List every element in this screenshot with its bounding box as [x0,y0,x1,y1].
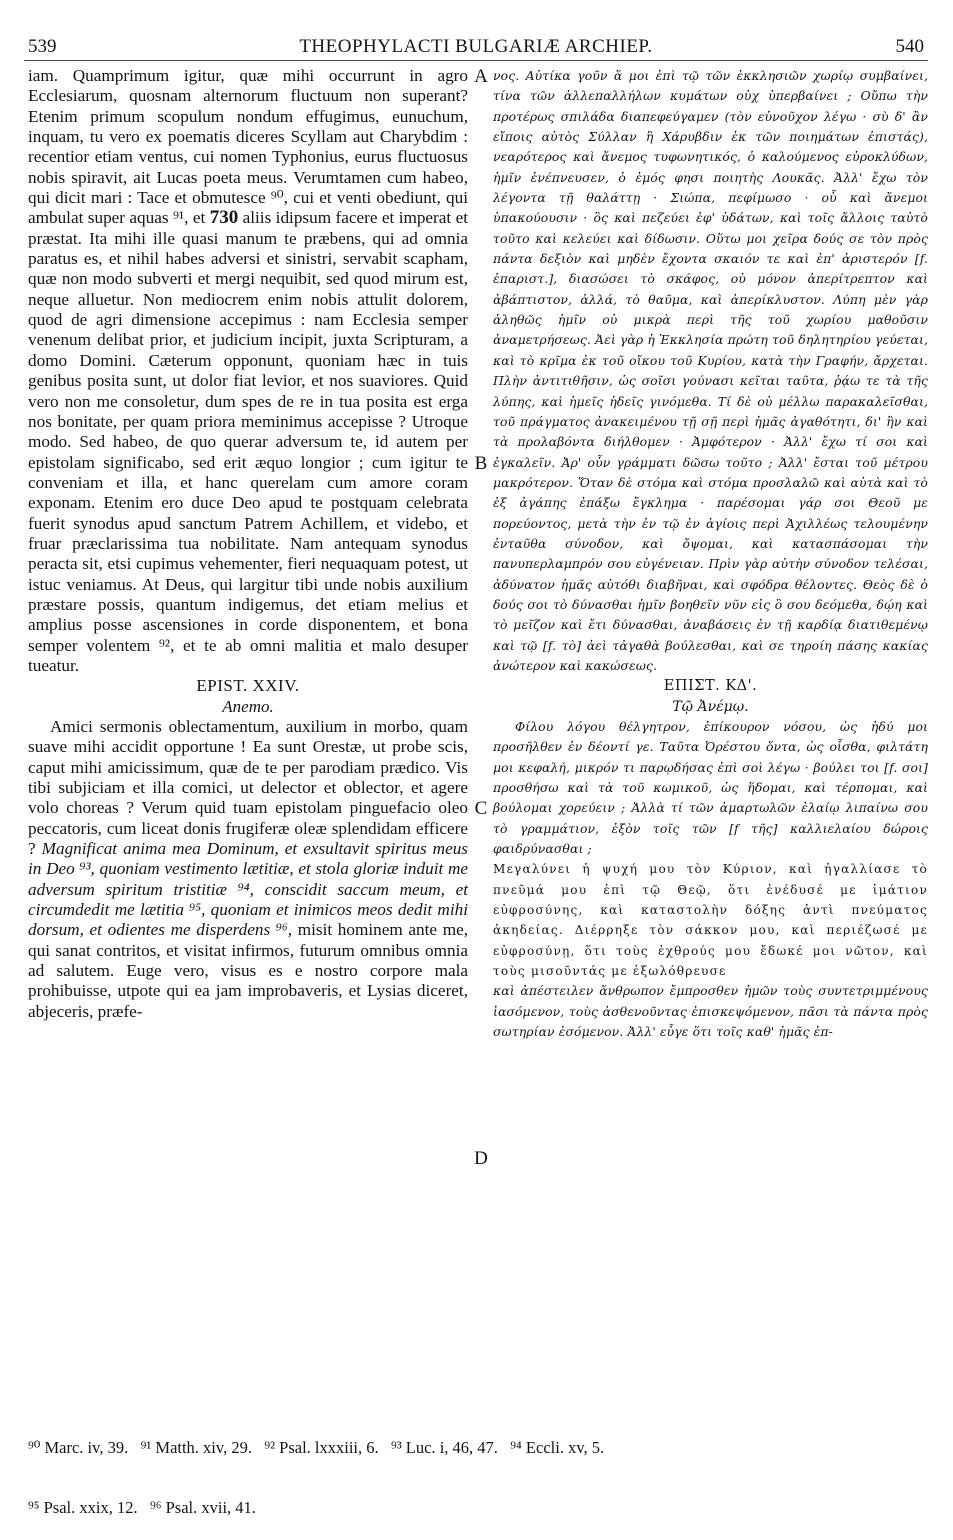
section-marker-b: B [474,453,488,474]
page-header [24,30,928,61]
greek-column [493,66,928,1043]
section-marker-d: D [474,1148,488,1169]
greek-paragraph-1: νος. Αὐτίκα γοῦν ἅ μοι ἐπὶ τῷ τῶν ἐκκλησιῶν χωρίῳ συμβαίνει, τίνα τῶν ἀλλεπαλλήλων κυμάτων οὐχ ὑπερβαίνει ; Οὔπω τὴν προτέρως σπιλάδα διαπεφεύγαμεν (τὸν εὐνοῦχον λέγω · σὺ δ' ἂν εἴποις αὐτὸς Σύλλαν ἢ Χάρυβδιν ἐκ τῶν ποιημάτων ἐπιστάς), νεαρότερος καὶ ἄνεμος τυφωνητικός, ὁ καλούμενος εὐροκλύδων, ἡμῖν ἐνέπνευσεν, ὁ ἐμός φησι ποιητὴς Λουκᾶς. Ἀλλ' ἔχω τὸν λέγοντα τῇ θαλάττῃ · Σιώπα, πεφίμωσο · οὗ καὶ ἄνεμοι ὑπακούουσιν · ὃς καὶ πεζεύει ἐφ' ὑδάτων, καὶ τοῖς ἄλλοις ταὐτὸ τοῦτο καὶ κελεύει καὶ δίδωσιν. Οὕτω μοι χεῖρα δούς σε τὸν πρὸς πάντα δεξιὸν καὶ μηδὲν ἔχοντα σκαιόν τε καὶ ἐπ' ἀριστερόν [f. ἐπαριστ.], διασώσει τὸ σκάφος, οὐ μόνον ἀπερίτρεπτον καὶ ἀβάπτιστον, ἀλλά, τὸ θαῦμα, καὶ ἀπερίκλυστον. Λύπη μὲν γὰρ ἀληθῶς ἡμῖν οὐ μικρὰ περὶ τῆς τοῦ χωρίου μαθοῦσιν ἀναμετρήσεως. Ἀεὶ γὰρ ἡ Ἐκκλησία πρώτη τοῦ δηλητηρίου γεύεται, καὶ τὸ κρῖμα ἐκ τοῦ οἴκου τοῦ Κυρίου, κατὰ τὴν Γραφήν, ἄρχεται. Πλὴν ἀντιτιθῆσιν, ὡς σοῖσι γούνασι κεῖται ταῦτα, ῥᾴω τε τὰ τῆς λύπης, καὶ ἡμεῖς ἡδεῖς γινόμεθα. Τί δὲ οὐ μέλλω παρακαλεῖσθαι, τοῦ πράγματος ἀνακειμένου τῇ σῇ περὶ ἡμᾶς ἀγαθότητι, δι' ἣν καὶ τὰ προλαβόντα διήλθομεν · Ἀμφότερον · Ἀλλ' ἔχω τί σοι καὶ ἐγκαλεῖν. Ἀρ' οὖν γράμματι δῶσω τοῦτο ; Ἀλλ' ἔσται τοῦ μέτρου μακρότερον. Ὅταν δὲ στόμα καὶ στόμα προσλαλῶ καὶ αὐτὰ καὶ τὸ ἐξ ἀγάπης ἐπάξω ἔγκλημα · παρέσομαι γάρ σοι Θεοῦ με πορεύοντος, μετὰ τὴν ἐν τῷ ἐν ἁγίοις περὶ Ἀχιλλέως τελουμένην ἐνταῦθα σύνοδον, καὶ ὄψομαι, καὶ κατασπάσομαι τὴν πανυπερλαμπρόν σου εὐγένειαν. Πρὶν γὰρ αὐτὴν σύνοδον τελέσαι, ἀδύνατον ἡμᾶς αὐτόθι διαβῆναι, καὶ σφόδρα θέλοντες. Θεὸς δὲ ὁ δούς σοι τὸ δύνασθαι ἡμῖν βοηθεῖν νῦν εἰς ὃ σου δεόμεθα, δῴη καὶ τὸ μεῖζον καὶ ἔτι δύνασθαι, ἀναβάσεις ἐν τῇ καρδίᾳ διατιθεμένῳ καὶ τῷ [f. τὸ] ἀεὶ τἀγαθὰ βούλεσθαι, καὶ σε τηροίη πάσης κακίας ἀνώτερον καὶ κακώσεως. [493,68,928,673]
section-marker-c: C [474,798,488,819]
running-title: THEOPHYLACTI BULGARIÆ ARCHIEP. [299,36,653,57]
column-number: 730 [209,207,239,229]
greek-epistle-recipient: Τῷ Ἀνέμῳ. [672,698,749,715]
latin-epistle-recipient: Anemo. [222,696,274,716]
footnotes [28,1398,928,1538]
latin-text: Amici sermonis oblectamentum, auxilium in morbo, quam suave mihi accidit opportune ! Ea sunt Orestæ, ut probe scis, caput mihi amicissimum, quæ de te per parodiam prædico. Vis tibi subjiciam et illa comici, ut delector et oblector, et agere volo choreas ? Verum quid tuam epistolam pinguefacio oleo peccatoris, cum liceat donis frugiferæ oleæ splendidam efficere ? [28,717,468,859]
latin-paragraph-2 [28,717,468,1022]
latin-text: iam. Quamprimum igitur, quæ mihi occurrunt in agro Ecclesiarum, quosnam alternorum fluctuum non superant? Etenim primum scopulum nondum effugimus, eunuchum, inquam, tu vero ex poematis diceres Scyllam aut Charybdim : recentior etiam ventus, cui nomen Typhonius, eurus fluctuosus nobis spiravit, ait Lucas poeta meus. Verumtamen cum habeo, qui dicit mari : Tace et obmutesce ⁹⁰, cui et venti obediunt, qui ambulat super aquas ⁹¹, et [28,66,468,228]
latin-column [28,66,468,1022]
section-marker-a: A [474,66,488,87]
latin-text: aliis idipsum facere et imperat et præstat. Ita mihi ille quasi manum te præbens, qui ad omnia paratus es, et nihil habes adversi et sinistri, servabit scapham, quæ non modo subverti et mergi nequibit, sed quod mirum est, neque alluetur. Non mediocrem enim nobis attulit dolorem, quod de agri dimensione accepimus : nam Ecclesia semper venenum delibat prior, et judicium incipit, juxta Scripturam, a domo Domini. Cæterum opponunt, quoniam hæc in tuis genibus posita sunt, ut dolor fiat levior, et nos suaviores. Quid vero non me consoletur, dum spes de re in tua posita est erga nos bonitate, per quam priora meminimus accepisse ? Utroque modo. Sed habeo, de quo querar adversum te, id autem per epistolam significabo, sed erit æquo longior ; cum igitur te conveniam et illa, et hanc querelam cum amore coram exponam. Etenim ero duce Deo apud te postquam celebrata fuerit synodus apud sanctum Patrem Achillem, et videbo, et fruar præclarissima tua nobilitate. Nam antequam synodus peracta sit, etsi cupimus vehementer, fieri nequaquam potest, ut istuc veniamus. At Deus, qui largitur tibi unde nobis auxilium præstare possis, quantum indigemus, det etiam melius et amplius posse ascensiones in corde disponentem, et bona semper volentem ⁹², et te ab omni malitia et malo desuper tueatur. [28,208,469,675]
latin-text: misit hominem ante me, qui sanat contritos, et visitat infirmos, futurum omnibus omnia ad salutem. Euge vero, visus es e nostro corpore mala prohibuisse, utpote qui ea jam improbaveris, et Lysias diceret, abjeceris, præfe- [28,920,469,1021]
page-number-right: 540 [895,36,924,57]
greek-psalm-quote: Μεγαλύνει ἡ ψυχή μου τὸν Κύριον, καὶ ἠγαλλίασε τὸ πνεῦμά μου ἐπὶ τῷ Θεῷ, ὅτι ἐνέδυσέ με ἱμάτιον εὐφροσύνης, καὶ καταστολὴν δόξης ἀντὶ πνεύματος ἀκηδείας. Διέρρηξε τὸν σάκκον μου, καὶ περιέζωσέ με εὐφροσύνῃ, ὅτι τοὺς ἐχθρούς μου ἔδωκέ μοι νῶτον, καὶ τοὺς μισοῦντάς με ἐξωλόθρευσε [493,862,928,979]
greek-paragraph-2-end: καὶ ἀπέστειλεν ἄνθρωπον ἔμπροσθεν ἡμῶν τοὺς συντετριμμένους ἰασόμενον, τοὺς ἀσθενοῦντας ἐπισκεψόμενον, πᾶσι τὰ πάντα πρὸς σωτηρίαν ἐσόμενον. Ἀλλ' εὖγε ὅτι τοῖς καθ' ἡμᾶς ἐπ- [493,983,928,1040]
greek-paragraph-2: Φίλου λόγου θέλγητρον, ἐπίκουρον νόσου, ὡς ἡδύ μοι προσῆλθεν ἐν δέοντί γε. Ταῦτα Ὀρέστου ὄντα, ὡς οἶσθα, φιλτάτη μοι κεφαλή, μικρόν τι παρῳδήσας ἐπὶ σοὶ λέγω · βούλει τοι [f. σοι] προσθήσω καὶ τὰ τοῦ κωμικοῦ, ὡς ἥδομαι, καὶ τέρπομαι, καὶ βούλομαι χορεύειν ; Ἀλλὰ τί τῶν ἁμαρτωλῶν ἐλαίῳ λιπαίνω σου τὸ γραμμάτιον, ἐξὸν τοῖς τῶν [f τῆς] καλλιελαίου δώροις φαιδρύνασθαι ; [493,719,928,857]
greek-epistle-title: ΕΠΙΣΤ. ΚΔ'. [663,678,758,695]
latin-epistle-title: EPIST. XXIV. [196,676,300,696]
footnote-line-2: ⁹⁵ Psal. xxix, 12. ⁹⁶ Psal. xvii, 41. [28,1498,256,1517]
latin-paragraph-1 [28,66,468,676]
page-number-left: 539 [28,36,57,57]
footnote-line-1: ⁹⁰ Marc. iv, 39. ⁹¹ Matth. xiv, 29. ⁹² Psal. lxxxiii, 6. ⁹³ Luc. i, 46, 47. ⁹⁴ Eccli. xv, 5. [28,1438,605,1457]
latin-scripture-quote: Magnificat anima mea Dominum, et exsultavit spiritus meus in Deo ⁹³, quoniam vestimento lætitiæ, et stola gloriæ induit me adversum spiritum tristitiæ ⁹⁴, conscidit saccum meum, et circumdedit me lætitia ⁹⁵, quoniam et inimicos meos dedit mihi dorsum, et odientes me disperdens ⁹⁶, [28,839,468,940]
